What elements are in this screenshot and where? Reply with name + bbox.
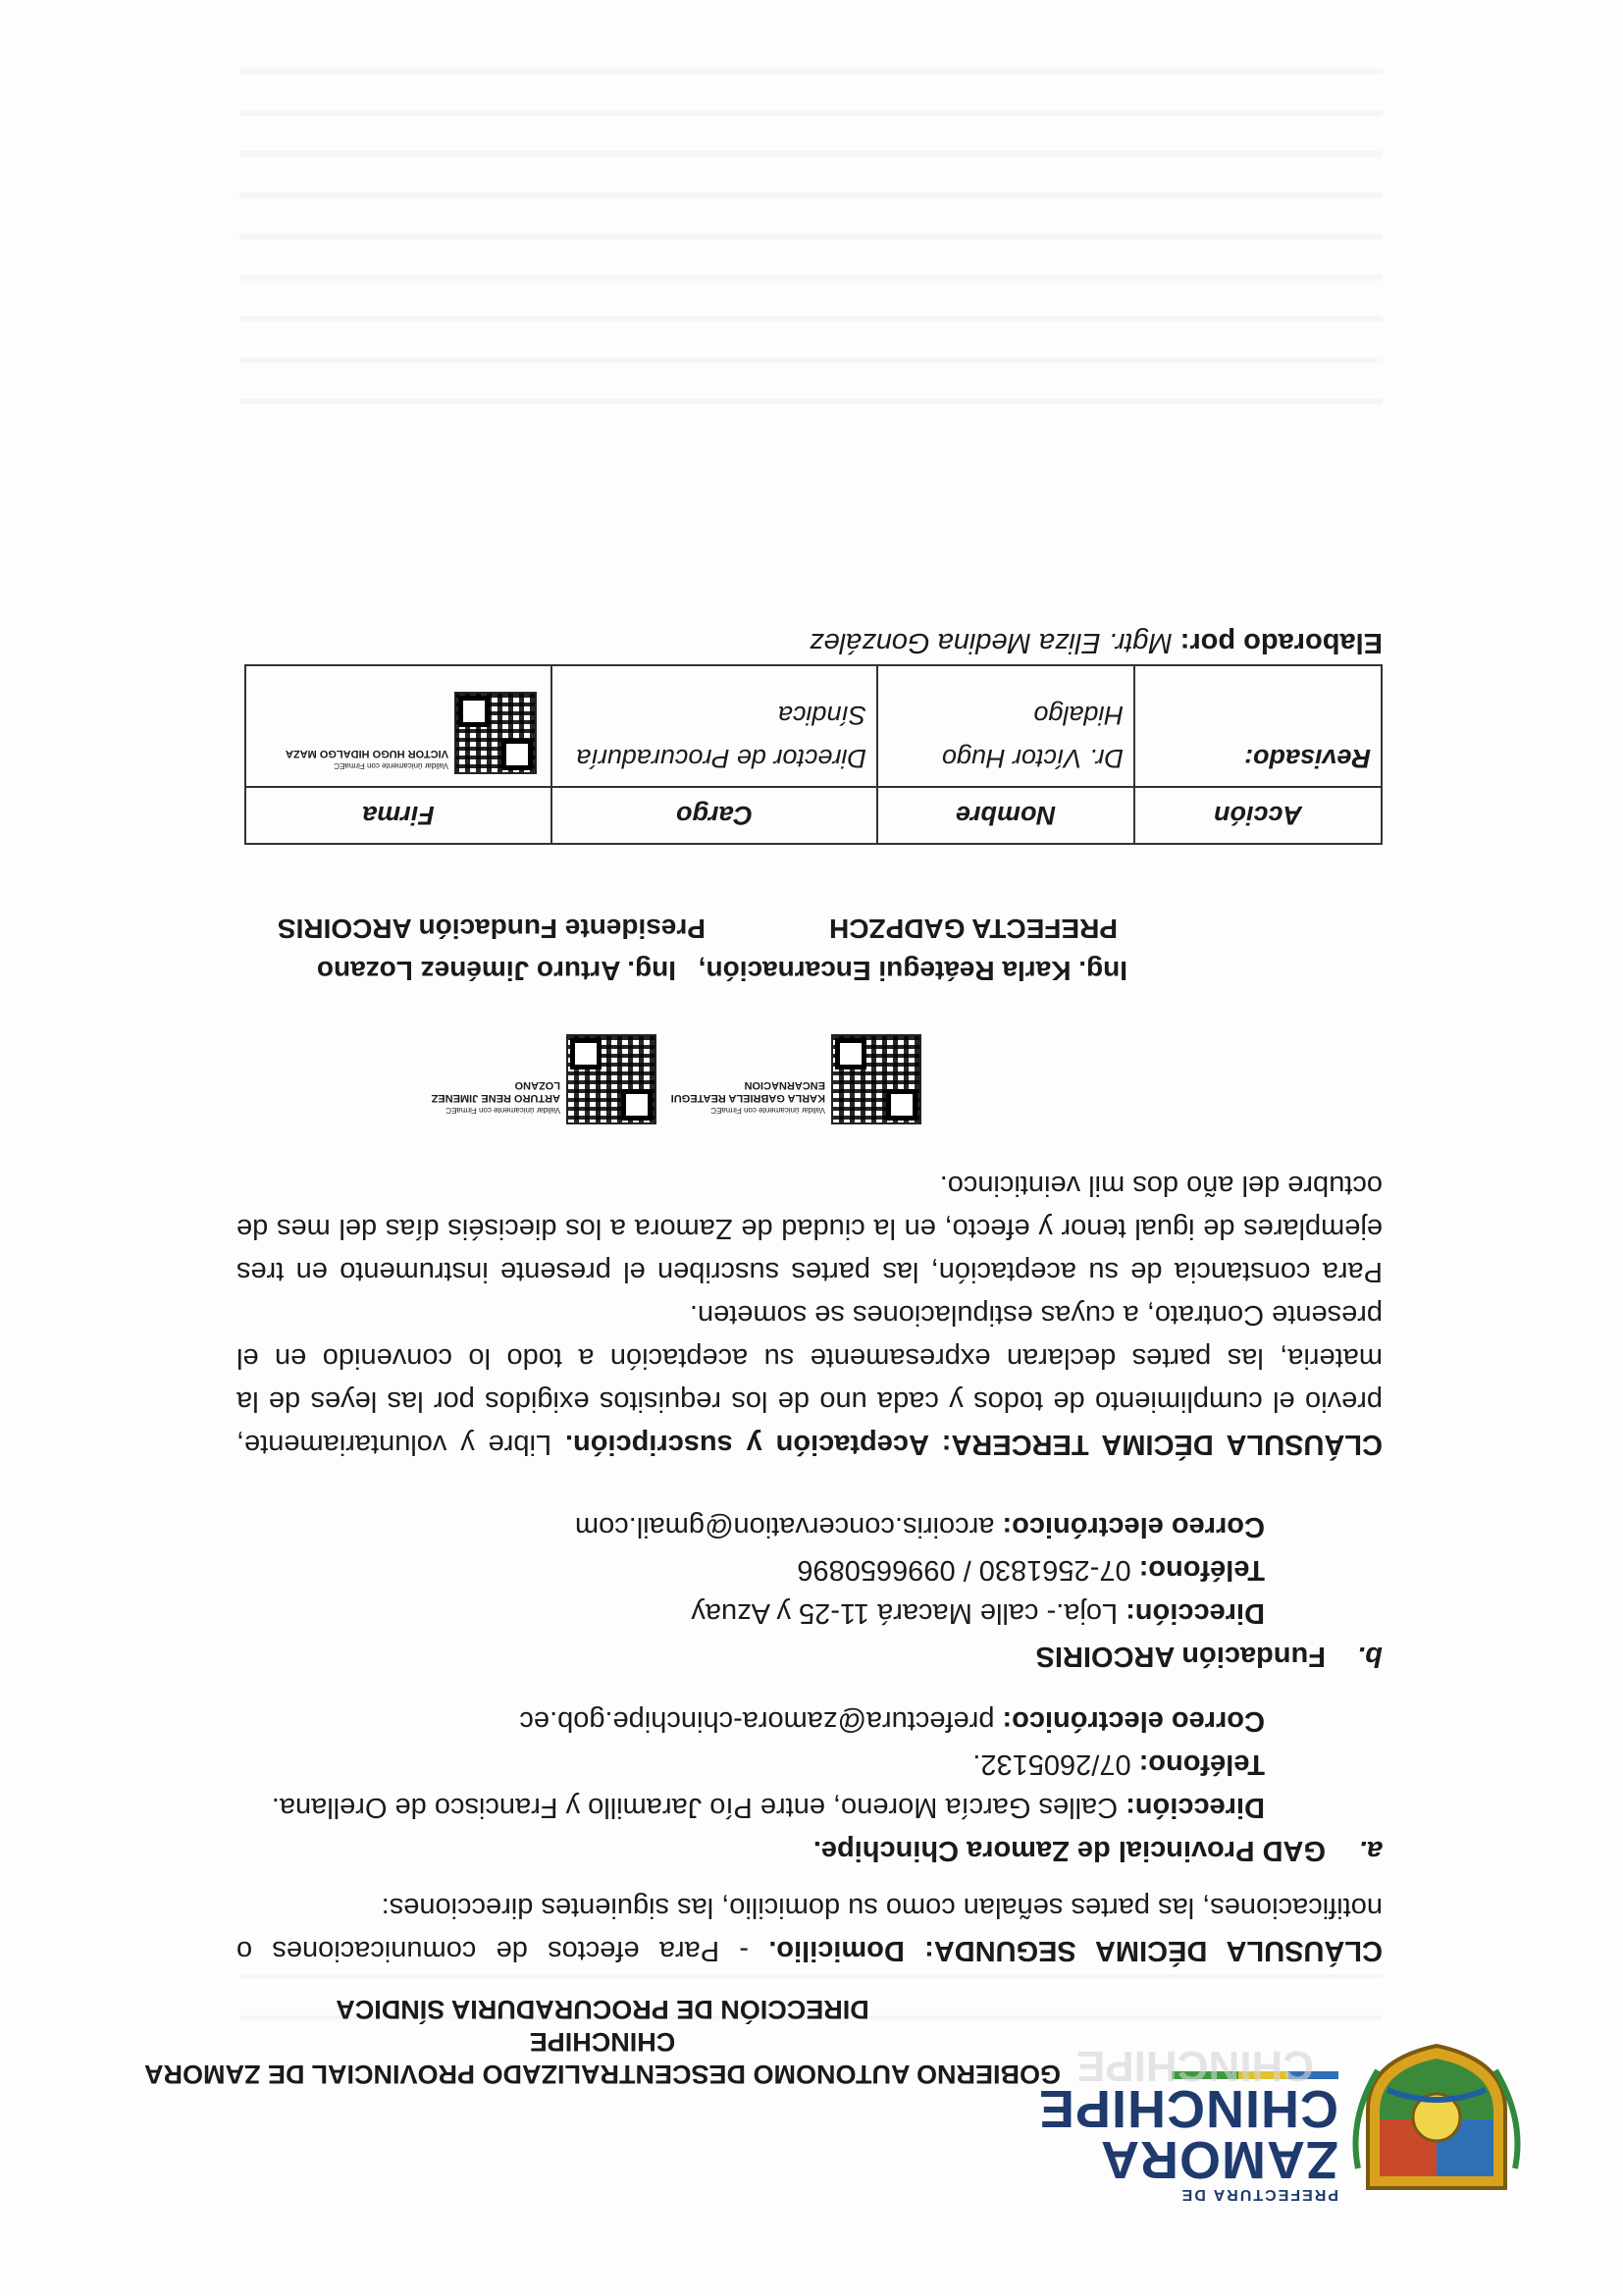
elaborado-label: Elaborado por: xyxy=(1179,627,1383,658)
closing-paragraph: Para constancia de su aceptación, las partes suscriben el presente instrumento en tres ejemplares de igual tenor y efecto, en la ciudad de Zamora a los dieciséis días del mes de octubre del año dos mil veinticinco. xyxy=(236,1170,1383,1287)
qr-code-signature-2 xyxy=(566,1034,656,1124)
party-a-name: GAD Provincial de Zamora Chinchipe. xyxy=(812,1835,1326,1866)
party-b-letter: b. xyxy=(1357,1641,1383,1672)
address-label: Dirección: xyxy=(1126,1792,1265,1823)
signer-1-name: Ing. Karla Reátegui Encarnación, xyxy=(698,956,1127,986)
address-value: Loja.- calle Macará 11-25 y Azuay xyxy=(691,1597,1126,1629)
signer-1-role: PREFECTA GADPZCH xyxy=(829,913,1118,944)
qr-caption-2: Validar únicamente con FirmaEC ARTURO RENE JIMENEZ LOZANO xyxy=(431,1079,560,1115)
clause-13-paragraph xyxy=(236,1293,1383,1466)
party-a-phone xyxy=(236,1743,1383,1786)
header-firma: Firma xyxy=(245,787,551,844)
coat-of-arms-logo xyxy=(1348,2041,1525,2208)
phone-label: Teléfono: xyxy=(1138,1748,1265,1780)
review-table-header xyxy=(245,787,1382,844)
email-value: arcoiris.concervation@gmail.com xyxy=(574,1511,1003,1542)
title-line-1: GOBIERNO AUTONOMO DESCENTRALIZADO PROVINCIAL DE ZAMORA xyxy=(143,2060,1062,2089)
party-b-name: Fundación ARCOIRIS xyxy=(1035,1641,1326,1672)
qr-code-reviewer xyxy=(454,692,537,774)
review-table xyxy=(244,664,1383,845)
contract-body xyxy=(236,621,1383,1972)
email-value: prefectura@zamora-chinchipe.gob.ec xyxy=(519,1705,1003,1737)
signer-2-role: Presidente Fundación ARCOIRIS xyxy=(277,913,706,944)
brand-line-2: CHINCHIPE xyxy=(1037,2079,1338,2138)
email-label: Correo electrónico: xyxy=(1002,1511,1265,1542)
party-a-heading xyxy=(236,1829,1383,1872)
letterhead xyxy=(143,1995,1525,2208)
cell-cargo: Director de Procuraduría Síndica xyxy=(551,665,877,787)
phone-label: Teléfono: xyxy=(1138,1554,1265,1586)
bleed-through-shading xyxy=(239,69,1383,422)
party-a-email xyxy=(236,1699,1383,1743)
clause-12-text: - Para efectos de comunicaciones o notificaciones, las partes señalan como su domicilio, las siguientes direcciones: xyxy=(236,1892,1383,1966)
cell-accion: Revisado: xyxy=(1134,665,1382,787)
party-a-letter: a. xyxy=(1358,1835,1383,1866)
party-b-heading xyxy=(236,1635,1383,1678)
address-value: Calles García Moreno, entre Pío Jaramillo y Francisco de Orellana. xyxy=(271,1792,1126,1823)
elaborado-line xyxy=(236,621,1383,664)
email-label: Correo electrónico: xyxy=(1002,1705,1265,1737)
cell-nombre: Dr. Víctor Hugo Hidalgo xyxy=(877,665,1134,787)
watermark-text: CHINCHIPE xyxy=(1075,2042,1314,2090)
qr-caption-reviewer: Validar únicamente con FirmaEC VICTOR HUGO HIDALGO MAZA xyxy=(285,748,448,770)
party-a-address xyxy=(236,1786,1383,1829)
qr-caption-1: Validar únicamente con FirmaEC KARLA GABRIELA REATEGUI ENCARNACION xyxy=(670,1079,825,1115)
clause-12-heading: CLÁUSULA DÉCIMA SEGUNDA: Domicilio. xyxy=(768,1935,1383,1966)
party-b-phone xyxy=(236,1548,1383,1592)
party-b-email xyxy=(236,1505,1383,1548)
title-line-3: DIRECCIÓN DE PROCURADURIA SÍNDICA xyxy=(336,1995,869,2024)
phone-value: 07/2605132. xyxy=(972,1748,1139,1780)
header-nombre: Nombre xyxy=(877,787,1134,844)
party-b-address xyxy=(236,1592,1383,1635)
header-cargo: Cargo xyxy=(551,787,877,844)
brand-line-1: ZAMORA xyxy=(1100,2130,1338,2189)
clause-12-paragraph xyxy=(236,1886,1383,1972)
cell-firma xyxy=(245,665,551,787)
address-label: Dirección: xyxy=(1126,1597,1265,1629)
title-line-2: CHINCHIPE xyxy=(529,2027,676,2057)
brand-top-text: PREFECTURA DE xyxy=(1179,2186,1338,2203)
table-row xyxy=(245,665,1382,787)
document-title xyxy=(102,1993,1103,2090)
clause-13-heading: CLÁUSULA DÉCIMA TERCERA: Aceptación y suscripción. xyxy=(564,1429,1383,1460)
signature-block xyxy=(236,889,1383,1144)
clause-13-text: Libre y voluntariamente, previo el cumplimiento de todos y cada uno de los requisitos exigidos por las leyes de la materia, las partes declaran expresamente su aceptación a todo lo convenido en el presente Contrato, a cuyas estipulaciones se someten. xyxy=(236,1299,1383,1460)
header-accion: Acción xyxy=(1134,787,1382,844)
signer-2-name: Ing. Arturo Jiménez Lozano xyxy=(316,956,676,986)
elaborado-value: Mgtr. Eliza Medina González xyxy=(810,627,1180,658)
brand-block xyxy=(1038,2071,1338,2203)
phone-value: 07-2561830 / 0996650896 xyxy=(797,1554,1139,1586)
qr-code-signature-1 xyxy=(831,1034,921,1124)
